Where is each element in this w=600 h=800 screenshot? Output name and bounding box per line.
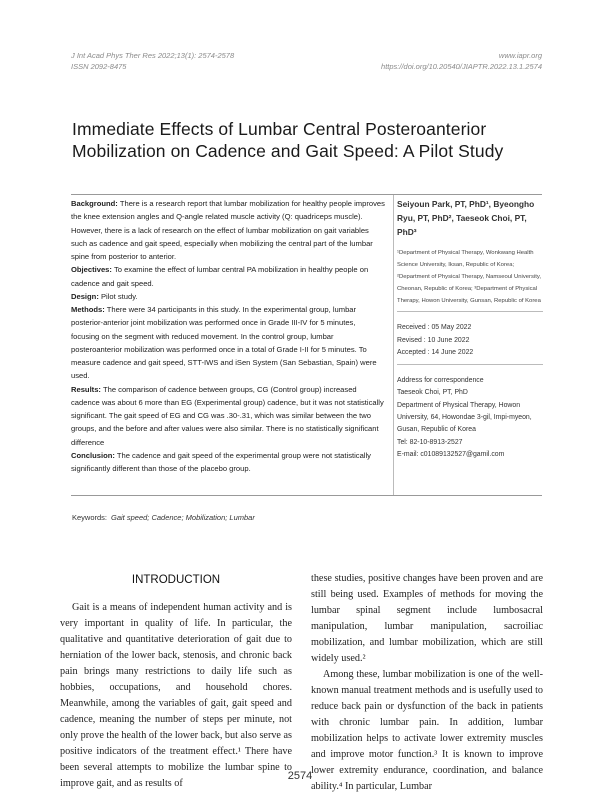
abstract-methods: [71, 303, 385, 383]
section-heading-introduction: INTRODUCTION: [131, 574, 221, 586]
intro-paragraph-2: these studies, positive changes have been proven and are still being used. Examples of methods for moving the lumbar spinal segment include lumbosacral manipulation, lumbar manipulation, sacroiliac mobilization, and lumbar mobilization, which are still widely used.²: [311, 573, 543, 664]
doi-header: [381, 50, 542, 72]
conclusion-text: The cadence and gait speed of the experimental group were not statistically significantly different than those of the placebo group.: [71, 450, 371, 473]
correspondence: [397, 375, 543, 462]
objectives-label: Objectives:: [71, 265, 112, 275]
page-number: 2574: [287, 770, 313, 782]
article-title: Immediate Effects of Lumbar Central Posteroanterior Mobilization on Cadence and Gait Speed: A Pilot Study: [72, 119, 504, 161]
results-label: Results:: [71, 384, 101, 394]
conclusion-label: Conclusion:: [71, 450, 115, 460]
abstract-conclusion: [71, 449, 385, 476]
accepted-date: Accepted : 14 June 2022: [397, 349, 474, 357]
intro-paragraph-1: Gait is a means of independent human activity and is very important in quality of life. In particular, the qualitative and quantitative deterioration of gait due to herniation of the lower back, stenosis, and chronic back pain brings many restrictions to daily life such as hobbies, occupations, and household chores. Meanwhile, among the variables of gait, gait speed and cadence, meaning the number of steps per minute, not only prove the health of the lower back, but also serve as positive indicators of the treatment effect.¹ There have been several attempts to mobilize the lumbar spine to improve gait, and as results of: [60, 602, 292, 789]
article-dates: [397, 322, 543, 360]
correspondence-tel: Tel: 82-10-8913-2527: [397, 438, 463, 446]
results-text: The comparison of cadence between groups, CG (Control group) increased cadence was about 6 more than EG (Experimental group) cadence, but it was not statistically significant. The gait speed of EG and CG was .30-.31, which was similar between the two groups, and the before and after values were also similar. There is no statistically significant difference: [71, 384, 384, 447]
correspondence-address: Department of Physical Therapy, Howon University, 64, Howondae 3-gil, Impi-myeon, Gusan, Republic of Korea: [397, 401, 532, 434]
design-label: Design:: [71, 291, 99, 301]
sidebar-divider-2: [397, 364, 543, 365]
doi-link[interactable]: https://doi.org/10.20540/JIAPTR.2022.13.1.2574: [381, 62, 542, 71]
design-text: Pilot study.: [100, 291, 138, 301]
correspondence-label: Address for correspondence: [397, 376, 484, 384]
keywords-value: Gait speed; Cadence; Mobilization; Lumbar: [111, 513, 255, 522]
body-column-left: [60, 572, 292, 792]
sidebar-divider: [397, 311, 543, 312]
journal-citation: J Int Acad Phys Ther Res 2022;13(1): 2574-2578: [71, 51, 235, 60]
revised-date: Revised : 10 June 2022: [397, 336, 470, 344]
abstract-box: [71, 194, 542, 496]
methods-text: There were 34 participants in this study. In the experimental group, lumbar posterior-anterior joint mobilization was performed once in Grade III-IV for 5 minutes, focusing on the segment with reduced movement. In the control group, lumbar posteroanterior mobilization was performed once in a total of Grade I-II for 5 minutes. To measure cadence and gait speed, STT-IWS and iSen System (San Sebastian, Spain) were used.: [71, 305, 377, 381]
background-label: Background:: [71, 199, 118, 208]
keywords: [72, 513, 255, 522]
objectives-text: To examine the effect of lumbar central PA mobilization in healthy people on cadence and gait speed.: [71, 265, 369, 288]
vertical-divider: [393, 195, 394, 495]
abstract-results: [71, 383, 385, 449]
website-link[interactable]: www.iapr.org: [498, 51, 542, 60]
author-sidebar: [397, 197, 543, 462]
journal-header: [71, 50, 234, 72]
intro-paragraph-3: Among these, lumbar mobilization is one of the well-known manual treatment methods and is usefully used to reduce back pain or dysfunction of the back in patients with chronic lumbar pain. In addition, lumbar mobilization helps to activate lower extremity muscles and improve motor function.³ It is known to improve lower extremity endurance, coordination, and balance ability.⁴ In particular, Lumbar: [311, 669, 544, 792]
affiliations: ¹Department of Physical Therapy, Wonkwang Health Science University, Iksan, Republic of Korea; ²Department of Physical Therapy, Namseoul University, Cheonan, Republic of Korea; ³Department of Physical Therapy, Howon University, Gunsan, Republic of Korea: [397, 250, 542, 304]
body-column-right: [311, 571, 543, 795]
correspondence-email[interactable]: E-mail: c01089132527@gamil.com: [397, 451, 505, 459]
author-list: Seiyoun Park, PT, PhD¹, Byeongho Ryu, PT, PhD², Taeseok Choi, PT, PhD³: [397, 199, 535, 237]
keywords-label: Keywords:: [72, 513, 108, 522]
correspondence-name: Taeseok Choi, PT, PhD: [397, 389, 468, 397]
abstract-design: [71, 290, 385, 303]
abstract-objectives: [71, 263, 385, 290]
received-date: Received : 05 May 2022: [397, 324, 472, 331]
methods-label: Methods:: [71, 305, 105, 314]
abstract-background: [71, 197, 385, 263]
issn: ISSN 2092-8475: [71, 62, 127, 71]
background-text: There is a research report that lumbar mobilization for healthy people improves the knee extension angles and Q-angle related muscle activity (Q: quadriceps muscle). However, there is a lack of research on the effect of lumbar mobilization on gait variables such as cadence and gait speed, especially when mobilizing the central part of the lumbar spine from posterior to anterior.: [71, 199, 385, 261]
abstract: [71, 197, 385, 475]
